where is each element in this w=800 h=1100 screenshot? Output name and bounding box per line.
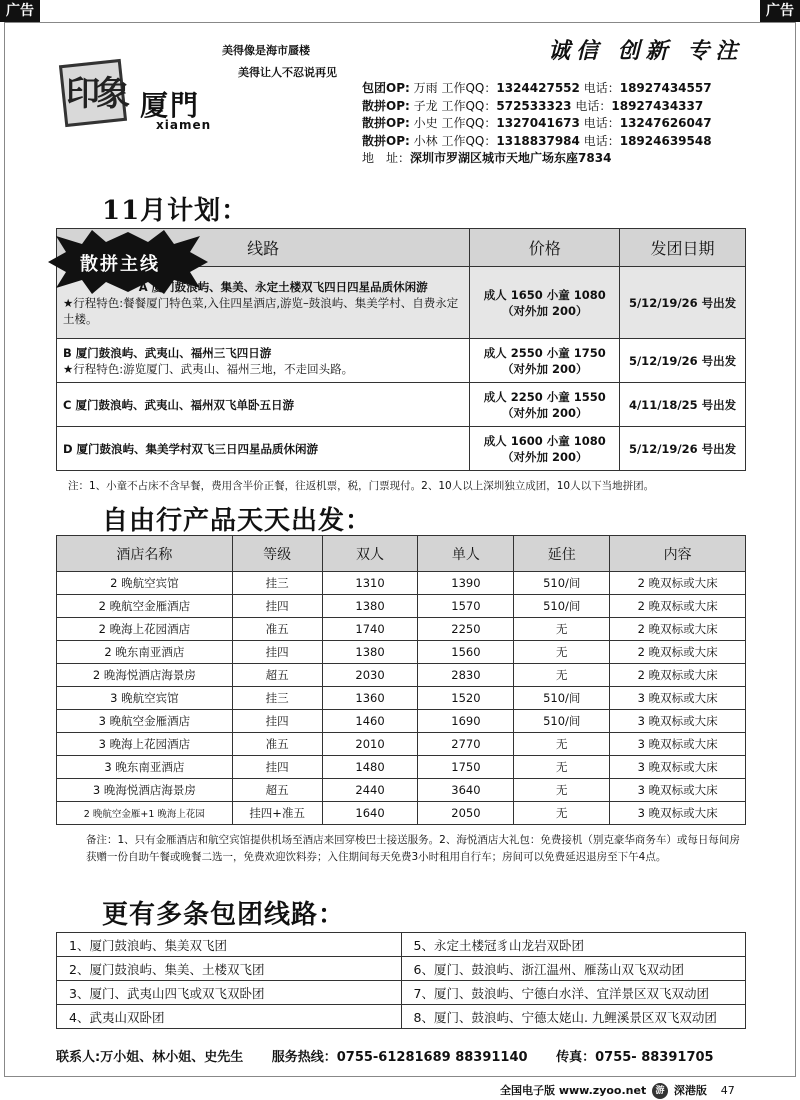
- group-route-row: 2、厦门鼓浪屿、集美、土楼双飞团 6、厦门、鼓浪屿、浙江温州、雁荡山双飞双动团: [57, 957, 746, 981]
- footer-contact: [56, 1046, 738, 1065]
- hotel-row: 2 晚航空金雁+1 晚海上花园 挂四+准五 1640 2050 无 3 晚双标或大床: [57, 802, 746, 825]
- hotel-row: 3 晚航空金雁酒店 挂四 1460 1690 510/间 3 晚双标或大床: [57, 710, 746, 733]
- company-motto: 诚信 创新 专注: [548, 38, 744, 64]
- plan-header-date: 发团日期: [620, 229, 746, 267]
- edition-label: 深港版: [673, 1084, 707, 1097]
- page-footer: [500, 1082, 735, 1099]
- group-routes-title: 更有多条包团线路：: [102, 900, 346, 930]
- hotel-row: 2 晚航空宾馆 挂三 1310 1390 510/间 2 晚双标或大床: [57, 572, 746, 595]
- logo-badge-icon: 游: [652, 1083, 668, 1099]
- hotel-header: 酒店名称: [57, 536, 233, 572]
- contact-row: 包团OP: 万雨 工作QQ：1324427552 电话：18927434557: [362, 81, 712, 95]
- route-date: 5/12/19/26 号出发: [620, 339, 746, 383]
- route-title: D 厦门鼓浪屿、集美学村双飞三日四星品质休闲游: [63, 441, 319, 456]
- hotel-header: 双人: [322, 536, 418, 572]
- service-hotline: 服务热线：0755-61281689 88391140: [271, 1050, 528, 1065]
- plan-note: 注：1、小童不占床不含早餐，费用含半价正餐，往返机票，税，门票现付。2、10人以上深圳独立成团，10人以下当地拼团。: [68, 480, 655, 492]
- hotel-table: [56, 535, 746, 825]
- contact-row: 散拼OP: 小林 工作QQ：1318837984 电话：18924639548: [362, 133, 712, 148]
- route-title: B 厦门鼓浪屿、武夷山、福州三飞四日游: [63, 345, 272, 360]
- burst-label: 散拼主线: [80, 254, 160, 275]
- plan-row: [57, 383, 746, 427]
- plan-header-price: 价格: [470, 229, 620, 267]
- fax-number: 传真：0755- 88391705: [556, 1050, 714, 1065]
- slogan-line-1: 美得像是海市蜃楼: [222, 44, 310, 57]
- route-date: 4/11/18/25 号出发: [620, 383, 746, 427]
- plan-row: [57, 427, 746, 471]
- group-routes-table: [56, 932, 746, 1029]
- group-route-row: 3、厦门、武夷山四飞或双飞双卧团 7、厦门、鼓浪屿、宁德白水洋、宜洋景区双飞双动团: [57, 981, 746, 1005]
- contact-row: 散拼OP: 小史 工作QQ：1327041673 电话：13247626047: [362, 116, 712, 130]
- slogan-line-2: 美得让人不忍说再见: [238, 66, 337, 79]
- contact-row: 散拼OP: 子龙 工作QQ：572533323 电话：18927434337: [362, 98, 704, 113]
- hotel-row: 2 晚海悦酒店海景房 超五 2030 2830 无 2 晚双标或大床: [57, 664, 746, 687]
- hotel-row: 2 晚海上花园酒店 准五 1740 2250 无 2 晚双标或大床: [57, 618, 746, 641]
- route-date: 5/12/19/26 号出发: [620, 427, 746, 471]
- ad-label-right: 广告: [760, 0, 800, 22]
- route-price-extra: （对外加 200）: [501, 361, 588, 376]
- route-title: C 厦门鼓浪屿、武夷山、福州双飞单卧五日游: [63, 397, 294, 412]
- route-price: 成人 1600 小童 1080: [483, 433, 606, 448]
- route-price-extra: （对外加 200）: [501, 303, 588, 318]
- route-feature: ★行程特色:游览厦门、武夷山、福州三地，不走回头路。: [63, 361, 354, 376]
- hotel-header: 延住: [514, 536, 610, 572]
- page-number: 47: [720, 1084, 735, 1097]
- plan-header-route: 线路: [57, 229, 470, 267]
- address-row: 地 址：深圳市罗湖区城市天地广场东座7834: [362, 151, 612, 165]
- route-price-extra: （对外加 200）: [501, 449, 588, 464]
- hotel-note: 备注：1、只有金雁酒店和航空宾馆提供机场至酒店来回穿梭巴士接送服务。2、海悦酒店大礼包：免费接机（别克豪华商务车）或每日每间房获赠一份自助午餐或晚餐二选一，免费欢迎饮料券；入住期间每天免费3小时租用自行车；房间可以免费延迟退房至下午4点。: [86, 834, 740, 863]
- hotel-header: 单人: [418, 536, 514, 572]
- route-title: A 厦门鼓浪屿、集美、永定土楼双飞四日四星品质休闲游: [138, 279, 428, 294]
- hotel-row: 3 晚航空宾馆 挂三 1360 1520 510/间 3 晚双标或大床: [57, 687, 746, 710]
- logo-glyph: 印象: [66, 74, 126, 114]
- logo-en: xiamen: [156, 118, 212, 132]
- contact-persons: 联系人:万小姐、林小姐、史先生: [56, 1050, 244, 1065]
- hotel-header: 等级: [232, 536, 322, 572]
- route-feature: ★行程特色:餐餐厦门特色菜,入住四星酒店,游览–鼓浪屿、集美学村、自费永定土楼。: [63, 295, 459, 326]
- route-price: 成人 2250 小童 1550: [483, 389, 606, 404]
- ad-label-left: 广告: [0, 0, 40, 22]
- logo-cn: 厦門: [140, 89, 201, 122]
- plan-title: 11月计划：: [102, 196, 249, 226]
- plan-row: [57, 339, 746, 383]
- hotel-row: 3 晚海上花园酒店 准五 2010 2770 无 3 晚双标或大床: [57, 733, 746, 756]
- site-url: 全国电子版 www.zyoo.net: [500, 1084, 647, 1097]
- group-route-row: 4、武夷山双卧团 8、厦门、鼓浪屿、宁德太姥山. 九鲤溪景区双飞双动团: [57, 1005, 746, 1029]
- contact-block: [362, 80, 712, 168]
- route-date: 5/12/19/26 号出发: [620, 267, 746, 339]
- hotel-row: 2 晚航空金雁酒店 挂四 1380 1570 510/间 2 晚双标或大床: [57, 595, 746, 618]
- hotel-row: 3 晚东南亚酒店 挂四 1480 1750 无 3 晚双标或大床: [57, 756, 746, 779]
- free-travel-title: 自由行产品天天出发：: [102, 506, 373, 536]
- route-price: 成人 2550 小童 1750: [483, 345, 606, 360]
- route-price-extra: （对外加 200）: [501, 405, 588, 420]
- hotel-row: 2 晚东南亚酒店 挂四 1380 1560 无 2 晚双标或大床: [57, 641, 746, 664]
- route-price: 成人 1650 小童 1080: [483, 287, 606, 302]
- hotel-row: 3 晚海悦酒店海景房 超五 2440 3640 无 3 晚双标或大床: [57, 779, 746, 802]
- group-route-row: 1、厦门鼓浪屿、集美双飞团 5、永定土楼冠豸山龙岩双卧团: [57, 933, 746, 957]
- hotel-header: 内容: [610, 536, 746, 572]
